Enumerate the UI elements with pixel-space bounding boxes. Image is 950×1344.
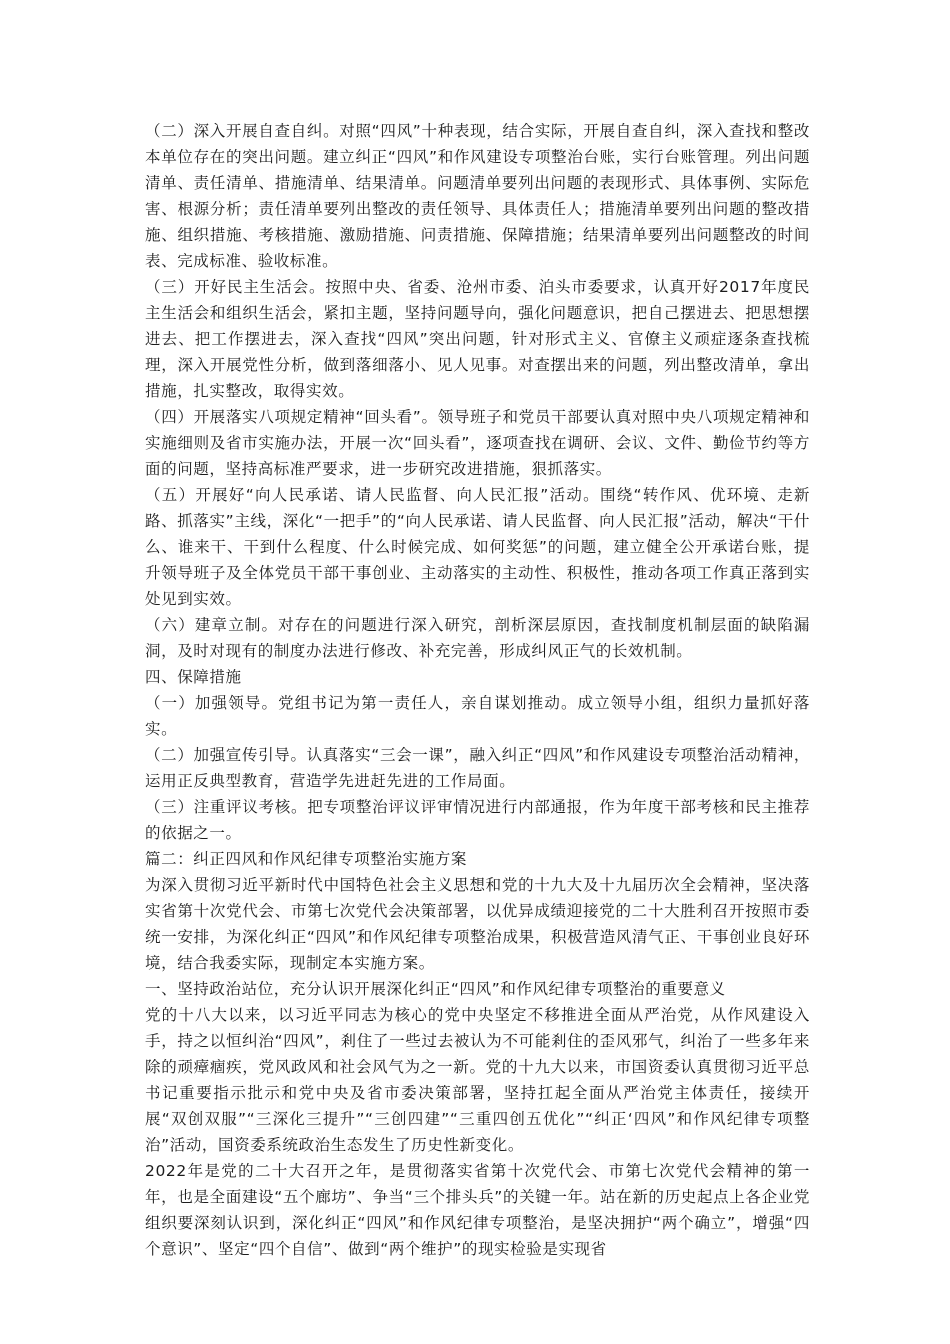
paragraph-publicity-guidance: （二）加强宣传引导。认真落实“三会一课”，融入纠正“四风”和作风建设专项整治活动精神，运用正反典型教育，营造学先进赶先进的工作局面。	[145, 746, 810, 790]
section-heading-political-stance: 一、坚持政治站位，充分认识开展深化纠正“四风”和作风纪律专项整治的重要意义	[145, 980, 726, 998]
paragraph-introduction: 为深入贯彻习近平新时代中国特色社会主义思想和党的十九大及十九届历次全会精神，坚决落实省第十次党代会、市第七次党代会决策部署，以优异成绩迎接党的二十大胜利召开按照市委统一安排，为深化纠正“四风”和作风纪律专项整治成果，积极营造风清气正、干事创业良好环境，结合我委实际，现制定本实施方案。	[145, 876, 810, 972]
paragraph-year-2022: 2022年是党的二十大召开之年，是贯彻落实省第十次党代会、市第七次党代会精神的第一年，也是全面建设“五个廊坊”、争当“三个排头兵”的关键一年。站在新的历史起点上各企业党组织要深刻认识到，深化纠正“四风”和作风纪律专项整治，是坚决拥护“两个确立”，增强“四个意识”、坚定“四个自信”、做到“两个维护”的现实检验是实现省	[145, 1162, 810, 1258]
paragraph-evaluation-assessment: （三）注重评议考核。把专项整治评议评审情况进行内部通报，作为年度干部考核和民主推荐的依据之一。	[145, 798, 810, 842]
paragraph-since-18th-congress: 党的十八大以来，以习近平同志为核心的党中央坚定不移推进全面从严治党，从作风建设入手，持之以恒纠治“四风”，剎住了一些过去被认为不可能剎住的歪风邪气，纠治了一些多年来除的顽瘴痼疾，党风政风和社会风气为之一新。党的十九大以来，市国资委认真贯彻习近平总书记重要指示批示和党中央及省市委决策部署，坚持扛起全面从严治党主体责任，接续开展“双创双服”“三深化三提升”“三创四建”“三重四创五优化”“纠正‘四风”和作风纪律专项整治”活动，国资委系统政治生态发生了历史性新变化。	[145, 1006, 810, 1154]
paragraph-self-inspection: （二）深入开展自查自纠。对照“四风”十种表现，结合实际，开展自查自纠，深入查找和整改本单位存在的突出问题。建立纠正“四风”和作风建设专项整治台账，实行台账管理。列出问题清单、责任清单、措施清单、结果清单。问题清单要列出问题的表现形式、具体事例、实际危害、根源分析；责任清单要列出整改的责任领导、具体责任人；措施清单要列出问题的整改措施、组织措施、考核措施、激励措施、问责措施、保障措施；结果清单要列出问题整改的时间表、完成标准、验收标准。	[145, 122, 810, 270]
paragraph-democratic-life-meeting: （三）开好民主生活会。按照中央、省委、沧州市委、泊头市委要求，认真开好2017年度民主生活会和组织生活会，紧扣主题，坚持问题导向，强化问题意识，把自己摆进去、把思想摆进去、把工作摆进去，深入查找“四风”突出问题，针对形式主义、官僚主义顽症逐条查找梳理，深入开展党性分析，做到落细落小、见人见事。对查摆出来的问题，列出整改清单，拿出措施，扎实整改，取得实效。	[145, 278, 810, 400]
section-heading-safeguards: 四、保障措施	[145, 668, 242, 686]
paragraph-strengthen-leadership: （一）加强领导。党组书记为第一责任人，亲自谋划推动。成立领导小组，组织力量抓好落实。	[145, 694, 810, 738]
paragraph-institution-building: （六）建章立制。对存在的问题进行深入研究，剖析深层原因，查找制度机制层面的缺陷漏洞，及时对现有的制度办法进行修改、补充完善，形成纠风正气的长效机制。	[145, 616, 810, 660]
article-two-title: 篇二：纠正四风和作风纪律专项整治实施方案	[145, 850, 468, 868]
paragraph-eight-rules-review: （四）开展落实八项规定精神“回头看”。领导班子和党员干部要认真对照中央八项规定精神和实施细则及省市实施办法，开展一次“回头看”，逐项查找在调研、会议、文件、勤俭节约等方面的问题，坚持高标准严要求，进一步研究改进措施，狠抓落实。	[145, 408, 810, 478]
document-body	[145, 118, 810, 1262]
paragraph-people-pledge-activity: （五）开展好“向人民承诺、请人民监督、向人民汇报”活动。围绕“转作风、优环境、走新路、抓落实”主线，深化“一把手”的“向人民承诺、请人民监督、向人民汇报”活动，解决“干什么、谁来干、干到什么程度、什么时候完成、如何奖惩”的问题，建立健全公开承诺台账，提升领导班子及全体党员干部干事创业、主动落实的主动性、积极性，推动各项工作真正落到实处见到实效。	[145, 486, 810, 608]
